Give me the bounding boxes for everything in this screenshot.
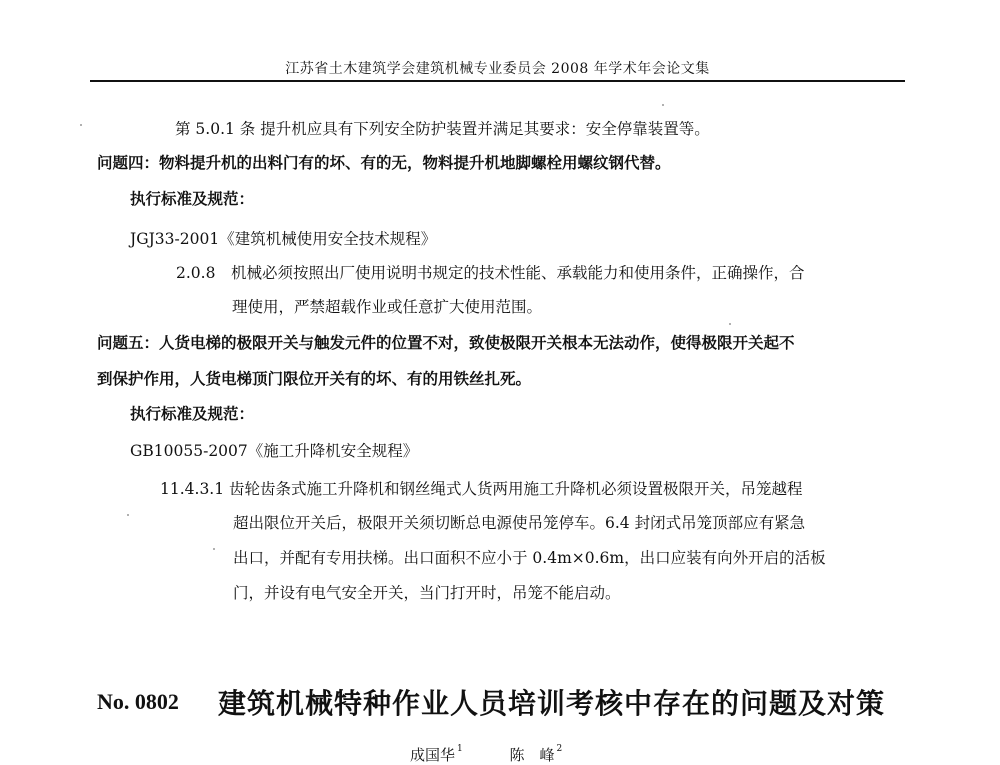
scan-speck [729, 323, 731, 325]
author-name: 陈 峰 [509, 746, 555, 764]
scan-speck [80, 124, 82, 126]
issue-five-line: 问题五：人货电梯的极限开关与触发元件的位置不对，致使极限开关根本无法动作，使得极限开关起不 [97, 333, 795, 352]
author-line [410, 744, 562, 765]
clause-line: 11.4.3.1 齿轮齿条式施工升降机和钢丝绳式人货两用施工升降机必须设置极限开关，吊笼越程 [160, 480, 803, 498]
article-heading [97, 682, 885, 722]
article-title: 建筑机械特种作业人员培训考核中存在的问题及对策 [217, 687, 885, 720]
standard-reference: GB10055-2007《施工升降机安全规程》 [130, 442, 419, 460]
author-name: 成国华 [410, 746, 456, 764]
scan-speck [127, 514, 129, 516]
standard-reference: JGJ33-2001《建筑机械使用安全技术规程》 [130, 230, 437, 248]
standards-heading: 执行标准及规范： [130, 189, 255, 208]
clause-line: 理使用，严禁超载作业或任意扩大使用范围。 [232, 298, 543, 316]
article-number: No. 0802 [97, 689, 179, 714]
affiliation-mark: 1 [457, 744, 463, 754]
issue-five-line: 到保护作用，人货电梯顶门限位开关有的坏、有的用铁丝扎死。 [97, 369, 532, 388]
scan-speck [662, 104, 664, 106]
issue-four-line: 问题四：物料提升机的出料门有的坏、有的无，物料提升机地脚螺栓用螺纹钢代替。 [97, 153, 671, 172]
scan-speck [213, 548, 215, 550]
affiliation-mark: 2 [556, 744, 563, 754]
clause-line: 超出限位开关后，极限开关须切断总电源使吊笼停车。6.4 封闭式吊笼顶部应有紧急 [233, 514, 806, 532]
running-header: 江苏省土木建筑学会建筑机械专业委员会 2008 年学术年会论文集 [285, 61, 710, 77]
clause-line: 出口，并配有专用扶梯。出口面积不应小于 0.4m×0.6m，出口应装有向外开启的活板 [233, 549, 826, 567]
body-line: 第 5.0.1 条 提升机应具有下列安全防护装置并满足其要求：安全停靠装置等。 [175, 120, 710, 138]
header-rule [90, 80, 905, 82]
clause-line: 门，并设有电气安全开关，当门打开时，吊笼不能启动。 [233, 584, 621, 602]
standards-heading: 执行标准及规范： [130, 404, 255, 423]
clause-line: 2.0.8 机械必须按照出厂使用说明书规定的技术性能、承载能力和使用条件，正确操作，合 [176, 264, 805, 282]
